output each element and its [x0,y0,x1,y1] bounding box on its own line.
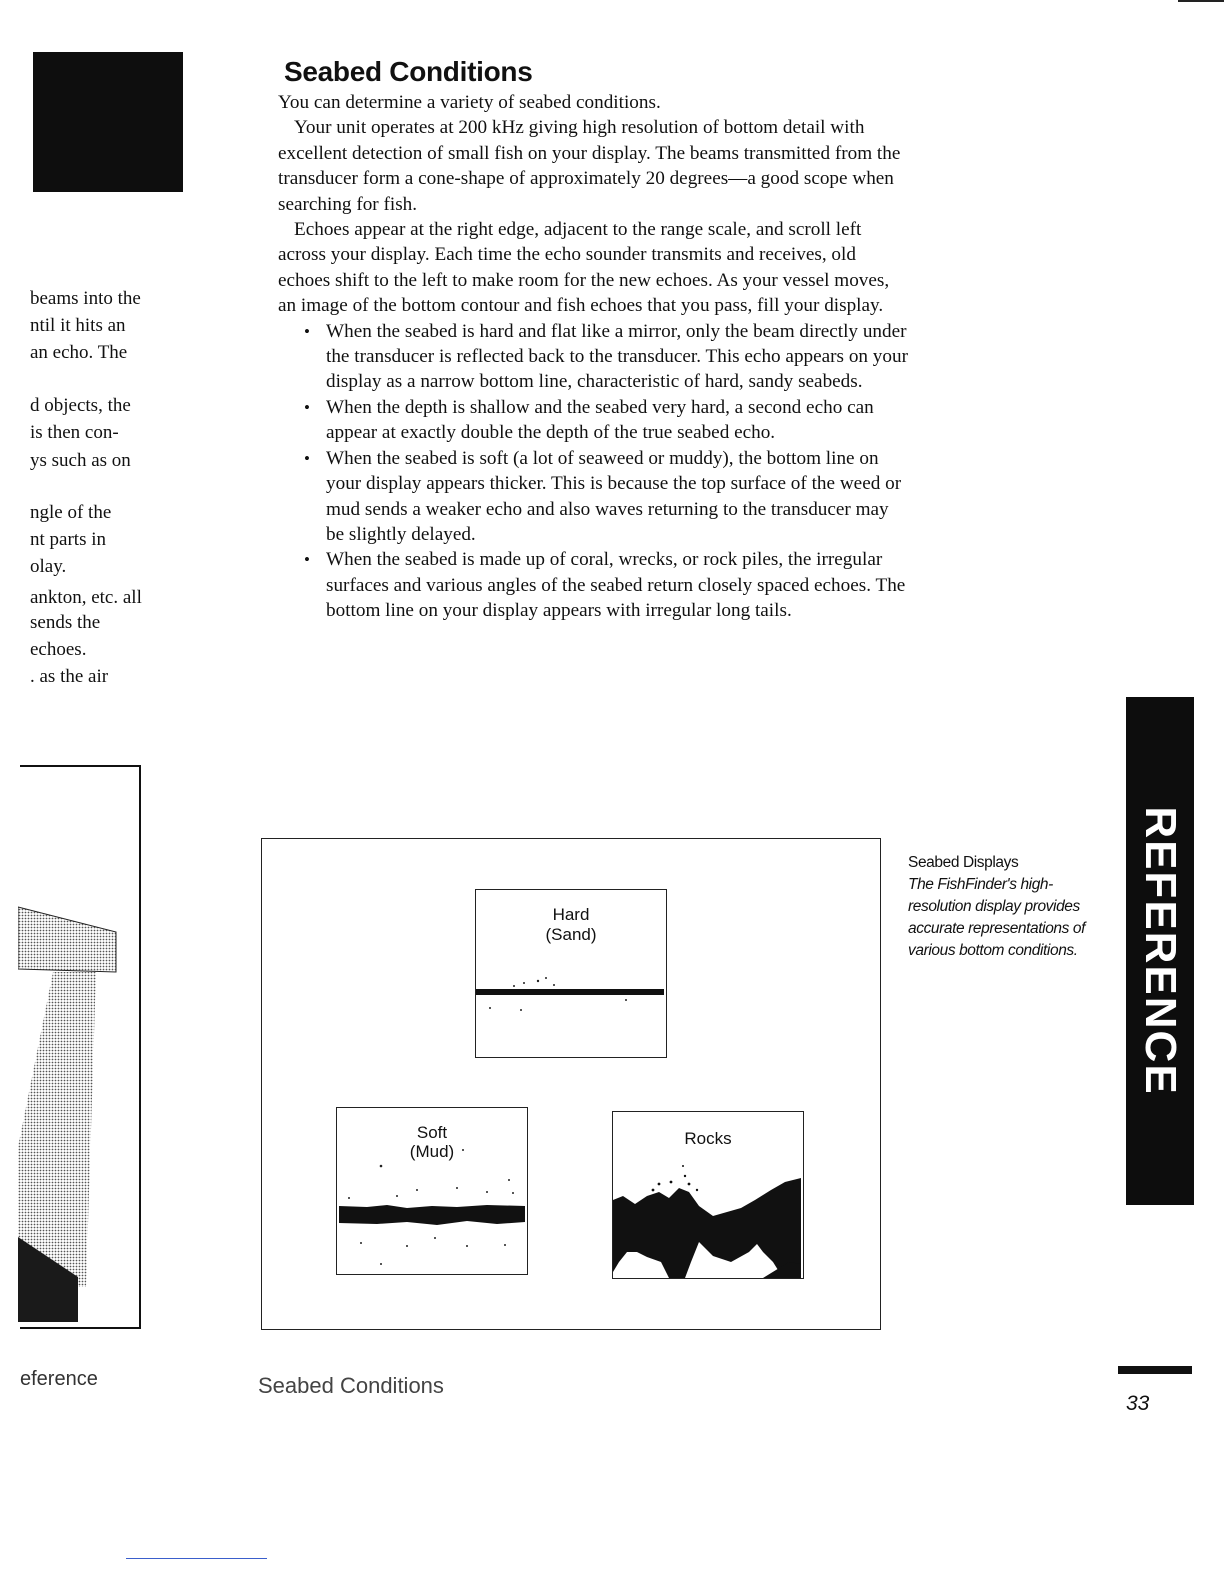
reference-section-tab [1126,697,1194,1205]
left-fragment: d objects, the [30,395,131,416]
soft-echo-graphic [337,1108,527,1274]
bottom-rule [126,1558,267,1559]
seabed-displays-figure [261,838,881,1330]
left-fragment: ngle of the [30,502,112,523]
left-fragment: echoes. [30,639,87,660]
left-fragment: olay. [30,556,67,577]
transducer-beam-illustration [18,767,139,1327]
bullet-item: • When the seabed is soft (a lot of seaweed or muddy), the bottom line on your display appears thicker. This is because the top surface of the weed or mud sends a weaker echo and also waves returning to the transducer may be slightly delayed. [304,447,902,545]
caption-body: The FishFinder's high-resolution display provides accurate representations of various bottom conditions. [908,876,1086,959]
left-fragment: beams into the [30,288,141,309]
top-corner-rule [1178,0,1224,2]
soft-sublabel: (Mud) [409,1142,455,1161]
article-body [278,90,908,624]
caption-title: Seabed Displays [908,854,1019,871]
bullet-item: • When the depth is shallow and the seabed very hard, a second echo can appear at exactly double the depth of the true seabed echo. [304,396,874,444]
footer-section-title: Seabed Conditions [258,1373,444,1398]
soft-label: Soft [416,1123,448,1142]
rocks-label: Rocks [684,1129,732,1148]
left-fragment: sends the [30,612,101,633]
bullet-icon: • [304,397,310,417]
left-fragment: an echo. The [30,342,128,363]
seabed-bullet-list [278,319,908,624]
figure-caption [908,852,1108,962]
page-number: 33 [1126,1392,1150,1415]
bullet-item: • When the seabed is hard and flat like a mirror, only the beam directly under the transducer is reflected back to the transducer. This echo appears on your display as a narrow bottom line, characteristic of hard, sandy seabeds. [304,320,908,393]
page-title: Seabed Conditions [284,56,533,87]
rocks-display [612,1111,804,1279]
hard-sand-display [475,889,667,1058]
body-paragraph: Echoes appear at the right edge, adjacent to the range scale, and scroll left across your display. Each time the echo sounder transmits and receives, old echoes shift to the left to make room for the new echoes. As your vessel moves, an image of the bottom contour and fish echoes that you pass, fill your display. [278,219,890,317]
left-page-footer: eference [20,1368,98,1390]
hard-label: Hard [552,905,590,924]
hard-sublabel: (Sand) [545,925,597,944]
left-fragment: ankton, etc. all [30,587,142,608]
soft-mud-display [336,1107,528,1275]
left-fragment: ys such as on [30,450,131,471]
left-page-black-block [33,52,183,192]
left-fragment: ntil it hits an [30,315,126,336]
hard-echo-graphic [476,890,666,1057]
left-fragment: is then con- [30,422,119,443]
body-paragraph: Your unit operates at 200 kHz giving high resolution of bottom detail with excellent detection of small fish on your display. The beams transmitted from the transducer form a cone-shape of approximately 20 degrees—a good scope when searching for fish. [278,117,901,215]
bullet-icon: • [304,321,310,341]
reference-tab-label: REFERENCE [1136,806,1185,1096]
left-fragment: . as the air [30,666,109,687]
rocks-echo-graphic [613,1112,803,1278]
bullet-icon: • [304,550,310,570]
bullet-icon: • [304,448,310,468]
left-fragment: nt parts in [30,529,106,550]
intro-paragraph: You can determine a variety of seabed conditions. [278,92,661,113]
left-page-figure-frame [20,765,141,1329]
bullet-item: • When the seabed is made up of coral, wrecks, or rock piles, the irregular surfaces and various angles of the seabed return closely spaced echoes. The bottom line on your display appears with irregular long tails. [304,549,906,622]
page-number-rule [1118,1366,1192,1374]
